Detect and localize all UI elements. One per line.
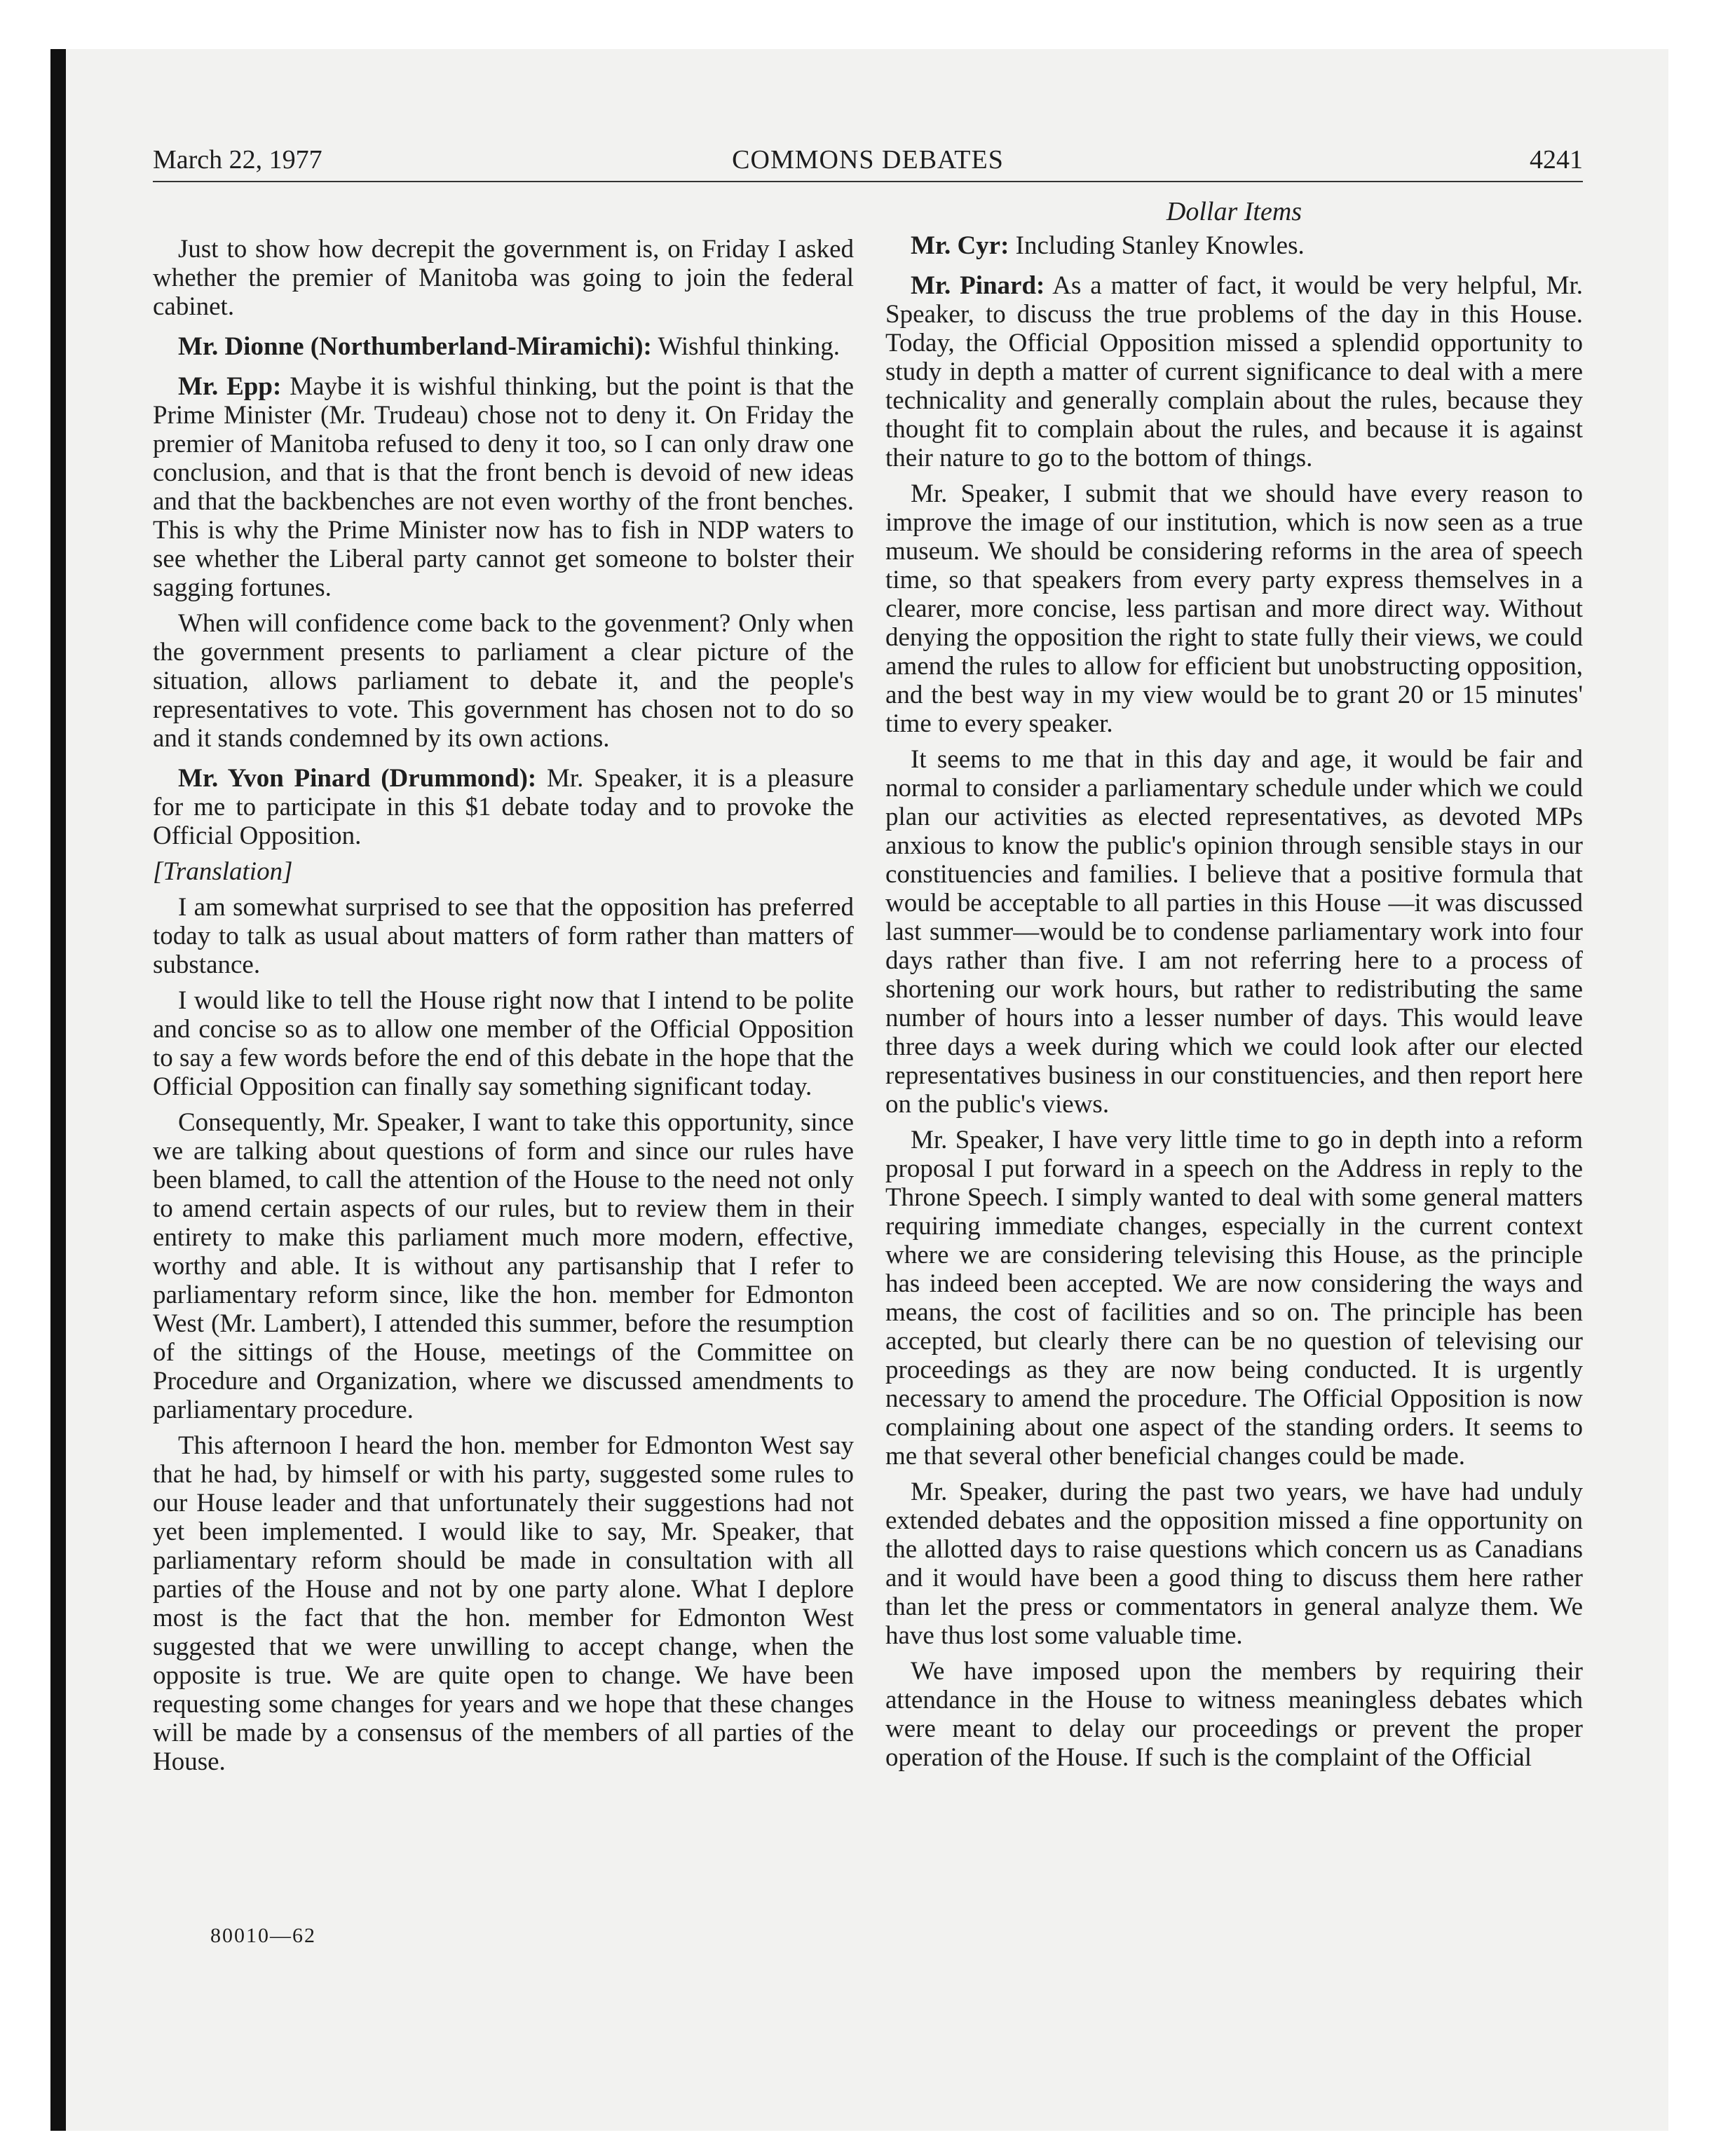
speech-paragraph: [153, 332, 854, 361]
speech-text: Maybe it is wishful thinking, but the point is that the Prime Minister (Mr. Trudeau) chose not to deny it. On Friday the premier of Manitoba refused to deny it too, so I can only draw one conclusion, and that is that the front bench is devoid of new ideas and that the backbenches are not even worthy of the front benches. This is why the Prime Minister now has to fish in NDP waters to see whether the Liberal party cannot get someone to bolster their sagging fortunes.: [153, 372, 854, 602]
header-title: COMMONS DEBATES: [732, 145, 1004, 175]
speech-paragraph: [885, 231, 1583, 260]
speech-text: Mr. Speaker, it is a pleasure for me to participate in this $1 debate today and to provoke the Official Opposition.: [153, 764, 854, 850]
paragraph: When will confidence come back to the govenment? Only when the government presents to parliament a clear picture of the situation, allows parliament to debate it, and the people's representatives to vote. This government has chosen not to do so and it stands condemned by its own actions.: [153, 609, 854, 753]
paragraph: Mr. Speaker, I have very little time to go in depth into a reform proposal I put forward in a speech on the Address in reply to the Throne Speech. I simply wanted to deal with some general matters requiring immediate changes, especially in the current context where we are considering televising this House, as the principle has indeed been accepted. We are now considering the ways and means, the cost of facilities and so on. The principle has been accepted, but clearly there can be no question of televising our proceedings as they are now being conducted. It is urgently necessary to amend the procedure. The Official Opposition is now complaining about one aspect of the standing orders. It seems to me that several other beneficial changes could be made.: [885, 1126, 1583, 1471]
paragraph: It seems to me that in this day and age, it would be fair and normal to consider a parliamentary schedule under which we could plan our activities as elected representatives, as devoted MPs anxious to know the public's opinion through sensible stays in our constituencies and families. I believe that a positive formula that would be acceptable to all parties in this House —it was discussed last summer—would be to condense parliamentary work into four days rather than five. I am not referring here to a process of shortening our work hours, but rather to redistributing the same number of hours into a lesser number of days. This would leave three days a week during which we could look after our elected representatives business in our constituencies, and then report here on the public's views.: [885, 745, 1583, 1119]
speaker-name: Mr. Epp:: [178, 372, 282, 401]
paragraph: Consequently, Mr. Speaker, I want to take this opportunity, since we are talking about questions of form and since our rules have been blamed, to call the attention of the House to the need not only to amend certain aspects of our rules, but to review them in their entirety to make this parliament much more modern, effective, worthy and able. It is without any partisanship that I refer to parliamentary reform since, like the hon. member for Edmonton West (Mr. Lambert), I attended this summer, before the resumption of the sittings of the House, meetings of the Committee on Procedure and Organization, where we discussed amendments to parliamentary procedure.: [153, 1108, 854, 1424]
paragraph: Mr. Speaker, I submit that we should have every reason to improve the image of our institution, which is now seen as a true museum. We should be considering reforms in the area of speech time, so that speakers from every party express themselves in a clearer, more concise, less partisan and more direct way. Without denying the opposition the right to state fully their views, we could amend the rules to allow for efficient but unobstructing opposition, and the best way in my view would be to grant 20 or 15 minutes' time to every speaker.: [885, 479, 1583, 738]
header-date: March 22, 1977: [153, 145, 322, 175]
speech-text: As a matter of fact, it would be very helpful, Mr. Speaker, to discuss the true problems of the day in this House. Today, the Official Opposition missed a splendid opportunity to study in depth a matter of current significance to deal with a mere technicality and generally complain about the rules, because they thought fit to complain about the rules, and because it is against their nature to go to the bottom of things.: [885, 271, 1584, 472]
paragraph: This afternoon I heard the hon. member for Edmonton West say that he had, by himself or with his party, suggested some rules to our House leader and that unfortunately their suggestions had not yet been implemented. I would like to say, Mr. Speaker, that parliamentary reform should be made in consultation with all parties of the House and not by one party alone. What I deplore most is the fact that the hon. member for Edmonton West suggested that we were unwilling to accept change, when the opposite is true. We are quite open to change. We have been requesting some changes for years and we hope that these changes will be made by a consensus of the members of all parties of the House.: [153, 1431, 854, 1776]
header-rule: [153, 181, 1583, 182]
right-column: [885, 196, 1583, 1779]
speaker-name: Mr. Dionne (Northumberland-Miramichi):: [178, 332, 652, 361]
speaker-name: Mr. Yvon Pinard (Drummond):: [178, 764, 537, 793]
speech-paragraph: [153, 764, 854, 850]
running-header: [153, 140, 1583, 179]
paragraph: We have imposed upon the members by requiring their attendance in the House to witness meaningless debates which were meant to delay our proceedings or prevent the proper operation of the House. If such is the complaint of the Official: [885, 1657, 1583, 1772]
speech-paragraph: [885, 271, 1583, 472]
page-number: 4241: [1530, 145, 1583, 175]
speaker-name: Mr. Cyr:: [911, 231, 1009, 260]
paragraph: Mr. Speaker, during the past two years, we have had unduly extended debates and the opposition missed a fine opportunity on the allotted days to raise questions which concern us as Canadians and it would have been a good thing to discuss them here rather than let the press or commentators in general analyze them. We have thus lost some valuable time.: [885, 1478, 1583, 1650]
paragraph: I would like to tell the House right now that I intend to be polite and concise so as to allow one member of the Official Opposition to say a few words before the end of this debate in the hope that the Official Opposition can finally say something significant today.: [153, 986, 854, 1101]
speech-text: Including Stanley Knowles.: [1009, 231, 1305, 260]
paragraph: I am somewhat surprised to see that the opposition has preferred today to talk as usual about matters of form rather than matters of substance.: [153, 893, 854, 979]
speech-text: Wishful thinking.: [651, 332, 841, 361]
binding-edge: [50, 49, 66, 2131]
translation-tag: [Translation]: [153, 857, 293, 886]
print-code: 80010—62: [210, 1924, 316, 1947]
speech-paragraph: [153, 372, 854, 602]
speaker-name: Mr. Pinard:: [911, 271, 1045, 300]
left-column: [153, 235, 854, 1783]
section-title: Dollar Items: [1166, 197, 1302, 226]
paragraph: Just to show how decrepit the government is, on Friday I asked whether the premier of Manitoba was going to join the federal cabinet.: [153, 235, 854, 321]
